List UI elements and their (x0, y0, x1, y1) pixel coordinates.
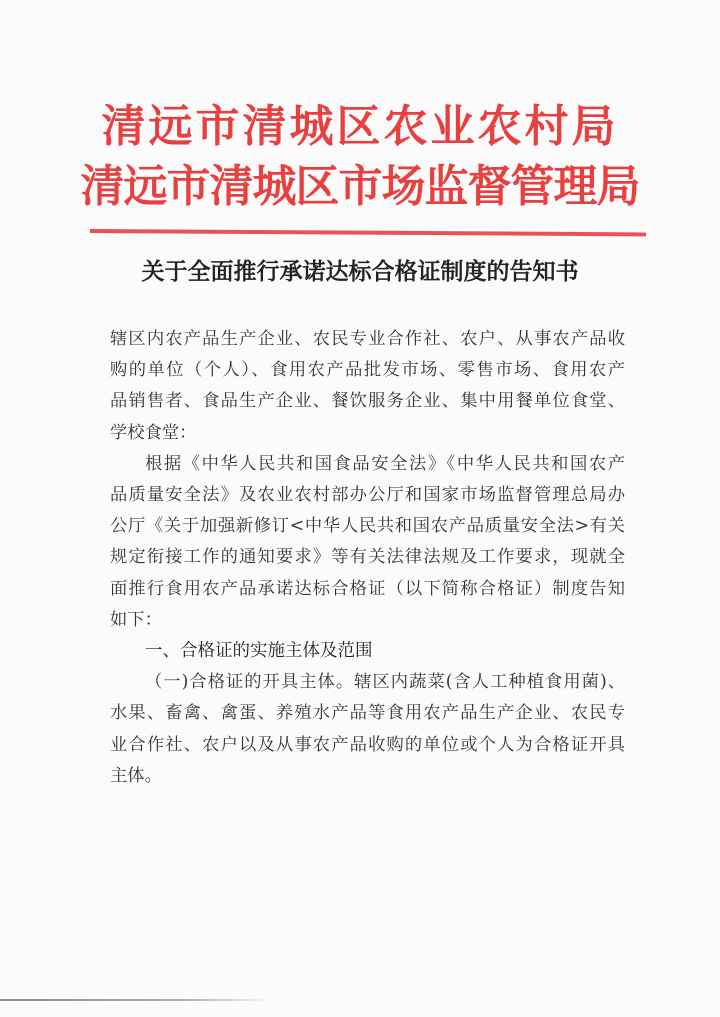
intro-line: 面推行食用农产品承诺达标合格证（以下简称合格证）制度告知 (110, 578, 625, 599)
intro-line: 如下： (110, 609, 162, 630)
scan-edge-line (0, 999, 270, 1001)
letterhead-agriculture-bureau: 清远市清城区农业农村局 (101, 101, 619, 152)
addressee-line: 辖区内农产品生产企业、农民专业合作社、农户、从事农产品收 (110, 329, 625, 349)
intro-line: 公厅《关于加强新修订<中华人民共和国农产品质量安全法>有关 (110, 516, 625, 537)
intro-paragraph (110, 449, 625, 636)
section-item-line: 业合作社、农户以及从事农产品收购的单位或个人为合格证开具 (110, 734, 625, 755)
intro-line: 根据《中华人民共和国食品安全法》《中华人民共和国农产 (145, 453, 625, 474)
section-item-line: （一)合格证的开具主体。辖区内蔬菜(含人工种植食用菌)、 (145, 672, 625, 693)
intro-line: 规定衔接工作的通知要求》等有关法律法规及工作要求，现就全 (110, 547, 625, 568)
addressee-paragraph (110, 324, 625, 449)
addressee-line: 品销售者、食品生产企业、餐饮服务企业、集中用餐单位食堂、 (110, 391, 625, 412)
document-title: 关于全面推行承诺达标合格证制度的告知书 (141, 258, 579, 285)
addressee-line: 学校食堂： (110, 422, 197, 443)
letterhead-market-supervision-bureau: 清远市清城区市场监督管理局 (80, 161, 640, 212)
letterhead-red-rule (90, 229, 646, 236)
section-item-line: 水果、畜禽、禽蛋、养殖水产品等食用农产品生产企业、农民专 (110, 703, 625, 724)
section-item-line: 主体。 (110, 765, 162, 786)
document-body (110, 324, 625, 792)
section-heading: 一、合格证的实施主体及范围 (145, 641, 373, 662)
intro-line: 品质量安全法》及农业农村部办公厅和国家市场监督管理总局办 (110, 485, 625, 506)
section-1 (110, 636, 625, 792)
addressee-line: 购的单位（个人）、食用农产品批发市场、零售市场、食用农产 (110, 360, 625, 381)
